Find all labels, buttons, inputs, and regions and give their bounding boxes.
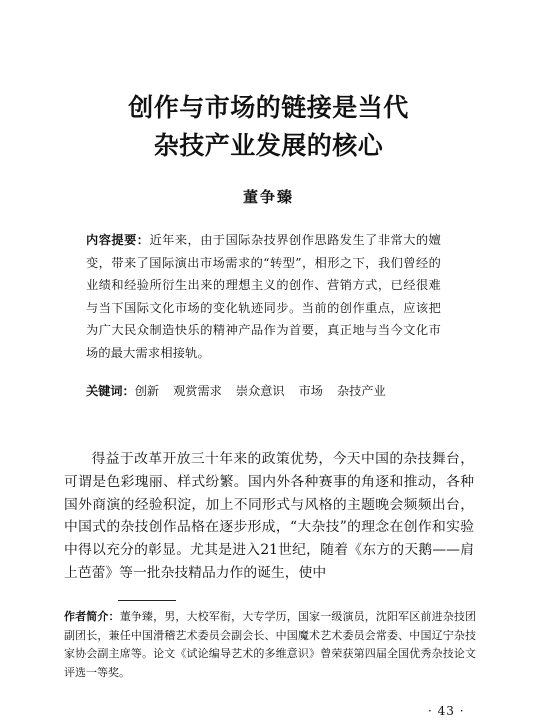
keyword: 杂技产业 [337, 384, 386, 398]
abstract-text: 近年来，由于国际杂技界创作思路发生了非常大的嬗变，带来了国际演出市场需求的“转型”，相形之下，我们曾经的业绩和经验所衍生出来的理想主义的创作、营销方式，已经很难与当下国际文化市场的变化轨迹同步。当前的创作重点，应该把为广大民众制造快乐的精神产品作为首要，真正地与当今文化市场的最大需求相接轨。 [86, 233, 441, 360]
keywords [86, 382, 466, 399]
footnote-divider [118, 600, 176, 601]
article-title-line-1: 创作与市场的链接是当代 [128, 93, 409, 122]
body-text [64, 448, 474, 585]
keyword: 创新 [134, 384, 160, 398]
abstract [86, 229, 441, 365]
footnote-label: 作者简介： [64, 610, 120, 623]
keyword: 观赏需求 [173, 384, 222, 398]
keywords-label: 关键词： [86, 384, 135, 398]
article-title-line-2: 杂技产业发展的核心 [153, 131, 384, 160]
keyword: 市场 [298, 384, 323, 398]
keyword: 崇众意识 [235, 384, 285, 398]
author-footnote [64, 608, 476, 682]
body-paragraph: 得益于改革开放三十年来的政策优势，今天中国的杂技舞台，可谓是色彩瑰丽、样式纷繁。国内外各种赛事的角逐和推动，各种国外商演的经验积淀，加上不同形式与风格的主题晚会频频出台，中国式的杂技创作品格在逐步形成，“大杂技”的理念在创作和实验中得以充分的彰显。尤其是进入21世纪，随着《东方的天鹅——肩上芭蕾》等一批杂技精品力作的诞生，使中 [64, 451, 474, 581]
author-name: 董争臻 [242, 188, 294, 206]
footnote-text: 董争臻，男，大校军衔，大专学历，国家一级演员，沈阳军区前进杂技团副团长，兼任中国滑稽艺术委员会副会长、中国魔术艺术委员会常委、中国辽宁杂技家协会副主席等。论文《试论编导艺术的多维意识》曾荣获第四届全国优秀杂技论文评选一等奖。 [64, 610, 477, 679]
page-number: · 43 · [428, 704, 465, 718]
abstract-label: 内容提要： [86, 233, 150, 247]
